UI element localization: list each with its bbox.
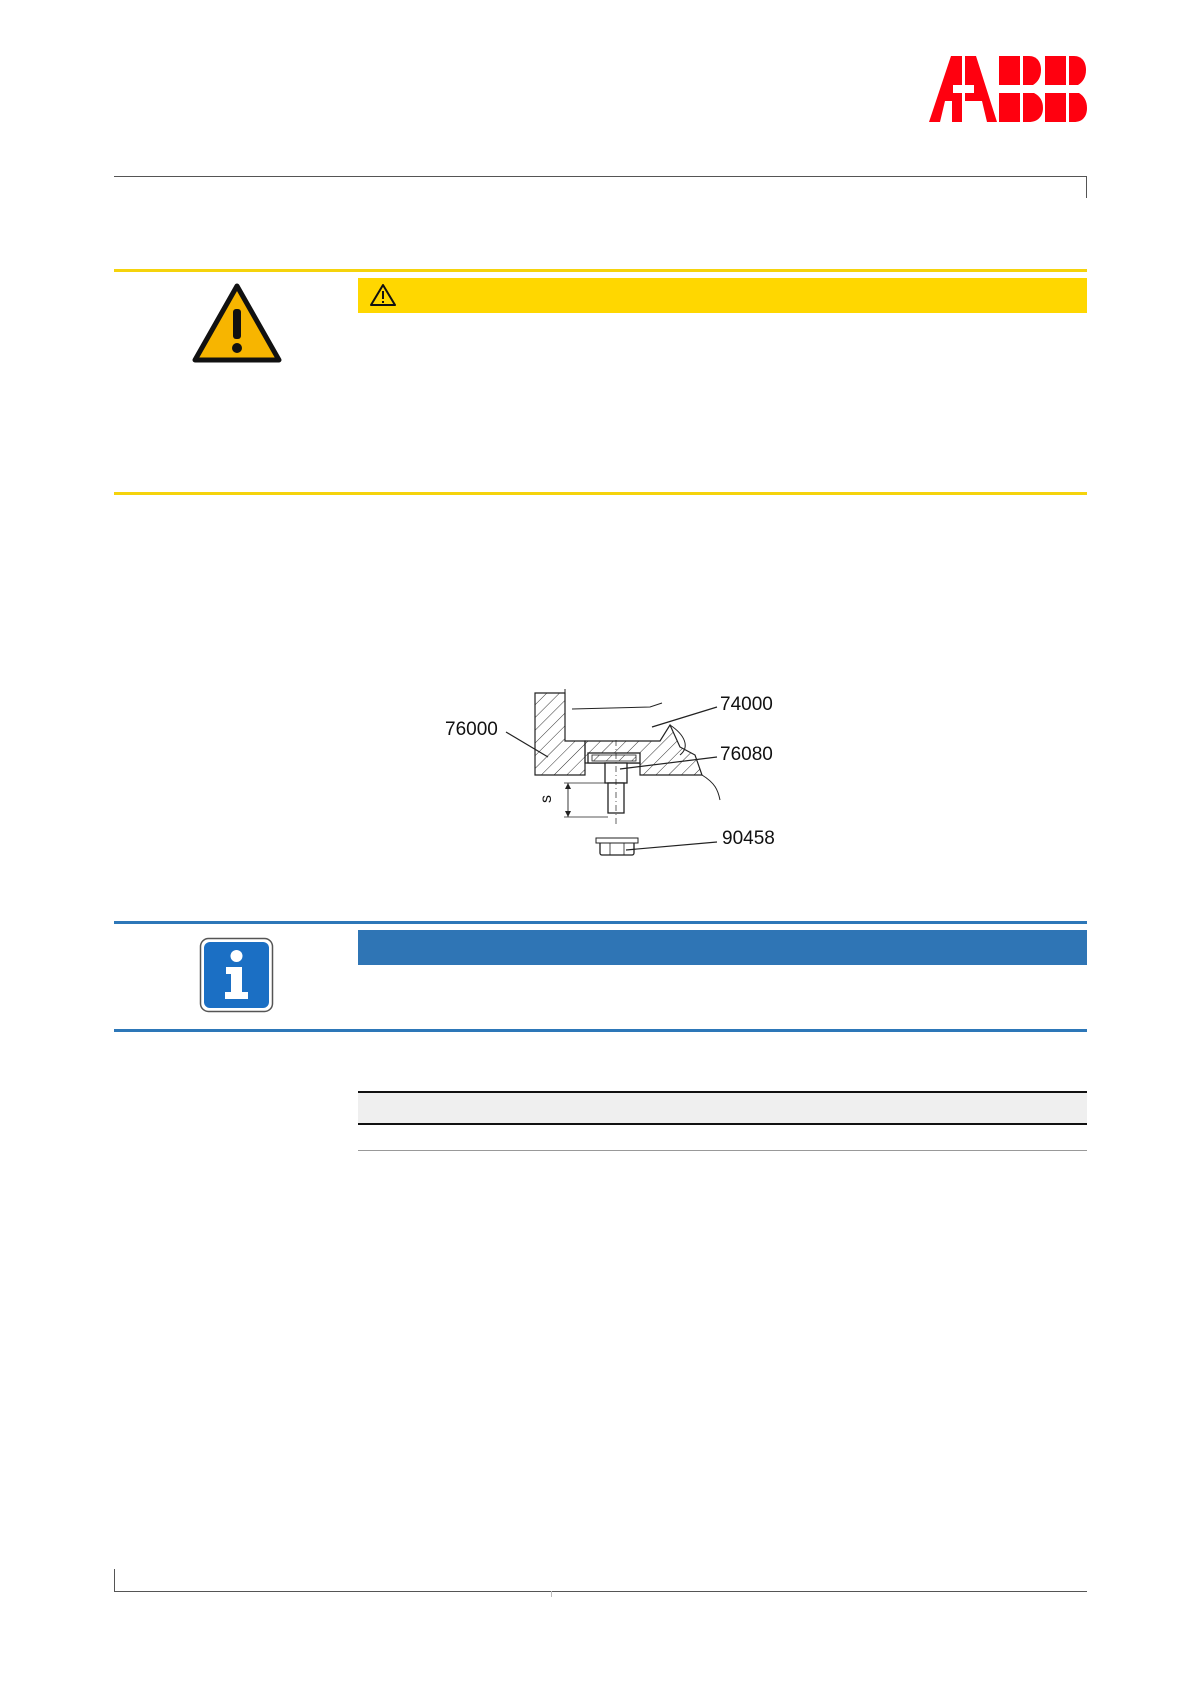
label-90458: 90458 bbox=[722, 828, 775, 849]
table-bottom-rule bbox=[358, 1150, 1087, 1151]
label-76080: 76080 bbox=[720, 744, 773, 765]
warning-header-bar bbox=[358, 278, 1087, 313]
warning-top-rule bbox=[114, 269, 1087, 272]
technical-drawing bbox=[440, 685, 800, 865]
info-icon bbox=[199, 937, 274, 1013]
abb-logo bbox=[929, 56, 1087, 122]
warning-triangle-icon bbox=[192, 283, 282, 363]
info-bottom-rule bbox=[114, 1029, 1087, 1032]
warning-outline-icon bbox=[369, 283, 397, 307]
info-header-bar bbox=[358, 930, 1087, 965]
table-header-row bbox=[358, 1093, 1087, 1123]
header-rule bbox=[114, 176, 1087, 177]
label-74000: 74000 bbox=[720, 694, 773, 715]
footer-separator bbox=[551, 1591, 552, 1597]
info-top-rule bbox=[114, 921, 1087, 924]
footer-tick bbox=[114, 1569, 115, 1592]
header-tick bbox=[1086, 176, 1087, 198]
footer-rule bbox=[114, 1591, 1087, 1592]
label-76000: 76000 bbox=[445, 719, 498, 740]
label-dimension-s: s bbox=[538, 795, 555, 803]
table-header-rule bbox=[358, 1123, 1087, 1125]
warning-bottom-rule bbox=[114, 492, 1087, 495]
